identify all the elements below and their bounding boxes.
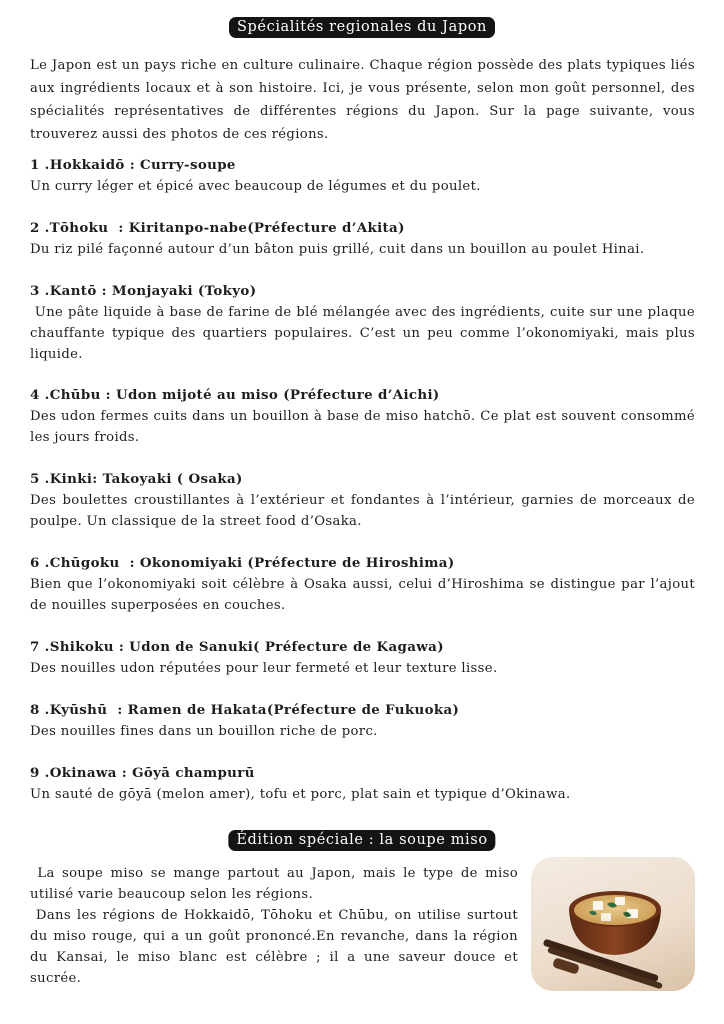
region-description: Des udon fermes cuits dans un bouillon à base de miso hatchō. Ce plat est souvent consommé les jours froids.: [30, 409, 700, 445]
tofu-cube: [593, 901, 603, 910]
region-heading: 1 .Hokkaidō : Curry-soupe: [30, 157, 236, 173]
region-description: Du riz pilé façonné autour d’un bâton puis grillé, cuit dans un bouillon au poulet Hinai.: [30, 242, 645, 257]
region-section: [30, 385, 700, 448]
tofu-cube: [615, 897, 625, 905]
intro-paragraph: Le Japon est un pays riche en culture culinaire. Chaque région possède des plats typiques liés aux ingrédients locaux et à son histoire. Ici, je vous présente, selon mon goût personnel, des spécialités représentatives de différentes régions du Japon. Sur la page suivante, vous trouverez aussi des photos de ces régions.: [30, 58, 695, 142]
region-description: Un sauté de gōyā (melon amer), tofu et porc, plat sain et typique d’Okinawa.: [30, 787, 571, 802]
page-title: Spécialités regionales du Japon: [229, 17, 495, 38]
region-heading: 8 .Kyūshū : Ramen de Hakata(Préfecture de Fukuoka): [30, 702, 460, 718]
region-section: [30, 155, 695, 197]
region-description: Une pâte liquide à base de farine de blé mélangée avec des ingrédients, cuite sur une plaque chauffante typique des quartiers populaires. C’est un peu comme l’okonomiyaki, mais plus liquide.: [30, 305, 700, 362]
region-section: [30, 281, 700, 365]
region-section: [30, 763, 695, 805]
region-description: Un curry léger et épicé avec beaucoup de légumes et du poulet.: [30, 179, 481, 194]
region-description: Des nouilles fines dans un bouillon riche de porc.: [30, 724, 378, 739]
region-heading: 7 .Shikoku : Udon de Sanuki( Préfecture de Kagawa): [30, 639, 444, 655]
region-section: [30, 218, 695, 260]
miso-paragraph: Dans les régions de Hokkaidō, Tōhoku et Chūbu, on utilise surtout du miso rouge, qui a un goût prononcé.En revanche, dans la région du Kansai, le miso blanc est célèbre ; il a une saveur douce et sucrée.: [30, 908, 523, 986]
region-heading: 2 .Tōhoku : Kiritanpo-nabe(Préfecture d’Akita): [30, 220, 405, 236]
region-heading: 9 .Okinawa : Gōyā champurū: [30, 765, 255, 781]
region-section: [30, 700, 695, 742]
region-description: Bien que l’okonomiyaki soit célèbre à Osaka aussi, celui d’Hiroshima se distingue par l’ajout de nouilles superposées en couches.: [30, 577, 700, 613]
miso-soup-photo: [531, 857, 695, 991]
special-edition-title: Édition spéciale : la soupe miso: [228, 830, 495, 851]
region-heading: 4 .Chūbu : Udon mijoté au miso (Préfecture d’Aichi): [30, 387, 440, 403]
region-heading: 3 .Kantō : Monjayaki (Tokyo): [30, 283, 257, 299]
region-section: [30, 553, 700, 616]
region-section: [30, 637, 695, 679]
region-description: Des boulettes croustillantes à l’extérieur et fondantes à l’intérieur, garnies de morceaux de poulpe. Un classique de la street food d’Osaka.: [30, 493, 700, 529]
tofu-cube: [601, 913, 611, 921]
miso-paragraph: La soupe miso se mange partout au Japon, mais le type de miso utilisé varie beaucoup selon les régions.: [30, 866, 523, 902]
region-description: Des nouilles udon réputées pour leur fermeté et leur texture lisse.: [30, 661, 498, 676]
miso-bowl-illustration: [531, 857, 695, 991]
region-heading: 6 .Chūgoku : Okonomiyaki (Préfecture de Hiroshima): [30, 555, 455, 571]
miso-article: [30, 863, 523, 989]
region-section: [30, 469, 700, 532]
region-heading: 5 .Kinki: Takoyaki ( Osaka): [30, 471, 243, 487]
